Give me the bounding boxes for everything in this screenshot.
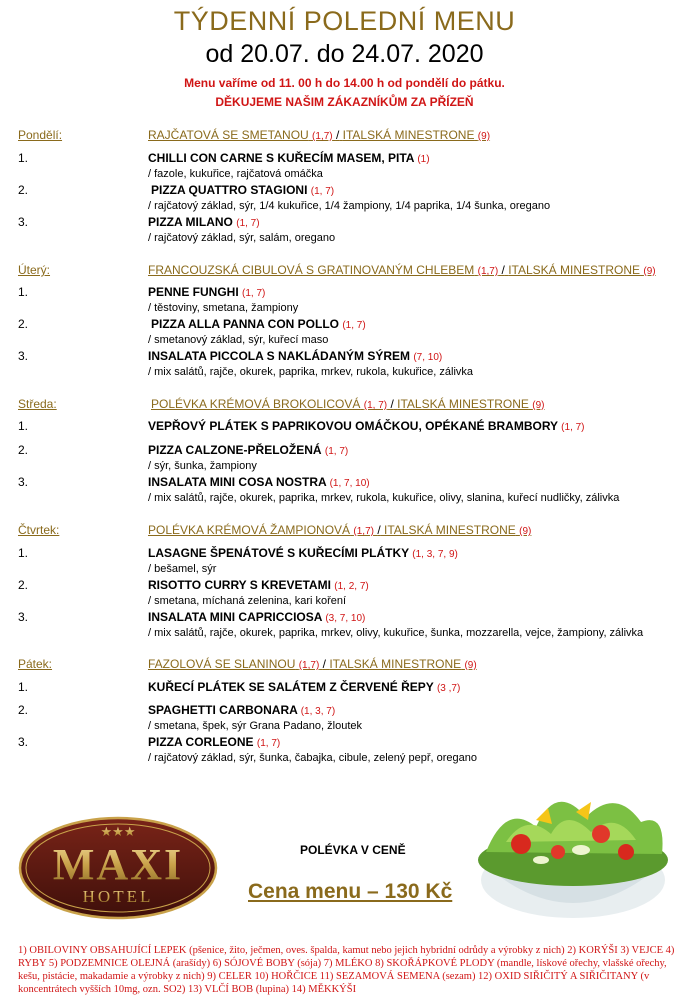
day-name: Pátek: xyxy=(18,657,53,671)
logo-brand: MAXI xyxy=(52,840,184,889)
day-soups: RAJČATOVÁ SE SMETANOU (1,7) / ITALSKÁ MINESTRONE (9) xyxy=(148,128,491,142)
day-soups: FAZOLOVÁ SE SLANINOU (1,7) / ITALSKÁ MINESTRONE (9) xyxy=(148,657,477,671)
item-number: 3. xyxy=(18,475,29,489)
dish-name: PIZZA ALLA PANNA CON POLLO (1, 7) xyxy=(151,317,366,331)
dish-description: / fazole, kukuřice, rajčatová omáčka xyxy=(148,168,323,180)
dish-description: / těstoviny, smetana, žampiony xyxy=(148,302,299,314)
dish-description: / smetana, špek, sýr Grana Padano, žloutek xyxy=(148,720,363,732)
day-thursday xyxy=(18,523,678,539)
dish-description: / rajčatový základ, sýr, salám, oregano xyxy=(148,232,336,244)
dish-description: / sýr, šunka, žampiony xyxy=(148,460,257,472)
day-soups: POLÉVKA KRÉMOVÁ ŽAMPIONOVÁ (1,7) / ITALSKÁ MINESTRONE (9) xyxy=(148,523,532,537)
dish-name: CHILLI CON CARNE S KUŘECÍM MASEM, PITA (1) xyxy=(148,151,430,165)
salad-bowl-image xyxy=(466,772,680,932)
dish-name: VEPŘOVÝ PLÁTEK S PAPRIKOVOU OMÁČKOU, OPÉKANÉ BRAMBORY (1, 7) xyxy=(148,419,585,433)
dish-name: PENNE FUNGHI (1, 7) xyxy=(148,285,266,299)
day-name: Středa: xyxy=(18,397,57,411)
hours-note: Menu vaříme od 11. 00 h do 14.00 h od pondělí do pátku. xyxy=(184,76,505,90)
menu-title: TÝDENNÍ POLEDNÍ MENU xyxy=(173,6,516,36)
dish-name: LASAGNE ŠPENÁTOVÉ S KUŘECÍMI PLÁTKY (1, 3, 7, 9) xyxy=(148,546,458,560)
date-range: od 20.07. do 24.07. 2020 xyxy=(205,40,484,68)
dish-description: / rajčatový základ, sýr, šunka, čabajka, cibule, zelený pepř, oregano xyxy=(148,752,477,764)
item-number: 3. xyxy=(18,610,29,624)
item-number: 2. xyxy=(18,703,29,717)
item-number: 1. xyxy=(18,680,29,694)
item-number: 2. xyxy=(18,578,29,592)
item-number: 2. xyxy=(18,443,29,457)
dish-name: PIZZA MILANO (1, 7) xyxy=(148,215,260,229)
dish-name: RISOTTO CURRY S KREVETAMI (1, 2, 7) xyxy=(148,578,369,592)
day-friday xyxy=(18,657,678,673)
logo-stars: ★★★ xyxy=(100,825,136,840)
item-number: 3. xyxy=(18,349,29,363)
maxi-hotel-logo xyxy=(18,816,218,920)
item-number: 2. xyxy=(18,317,29,331)
item-number: 3. xyxy=(18,215,29,229)
soup-included-note: POLÉVKA V CENĚ xyxy=(300,843,406,857)
dish-description: / mix salátů, rajče, okurek, paprika, mrkev, rukola, kukuřice, olivy, slanina, kuřecí nudličky, zálivka xyxy=(148,492,620,504)
day-soups: POLÉVKA KRÉMOVÁ BROKOLICOVÁ (1, 7) / ITALSKÁ MINESTRONE (9) xyxy=(151,397,545,411)
dish-name: KUŘECÍ PLÁTEK SE SALÁTEM Z ČERVENÉ ŘEPY (3 ,7) xyxy=(148,680,461,694)
day-name: Pondělí: xyxy=(18,128,63,142)
dish-description: / mix salátů, rajče, okurek, paprika, mrkev, olivy, kukuřice, šunka, mozzarella, vejce, žampiony, zálivka xyxy=(148,627,644,639)
thanks-note: DĚKUJEME NAŠIM ZÁKAZNÍKŮM ZA PŘÍZEŇ xyxy=(215,95,474,109)
menu-price: Cena menu – 130 Kč xyxy=(248,880,453,903)
logo-sub: HOTEL xyxy=(82,887,154,906)
dish-name: PIZZA CORLEONE (1, 7) xyxy=(148,735,281,749)
dish-description: / smetanový základ, sýr, kuřecí maso xyxy=(148,334,329,346)
day-name: Čtvrtek: xyxy=(18,523,60,537)
dish-name: INSALATA PICCOLA S NAKLÁDANÝM SÝREM (7, 10) xyxy=(148,349,443,363)
item-number: 2. xyxy=(18,183,29,197)
day-wednesday xyxy=(18,397,678,413)
dish-name: INSALATA MINI COSA NOSTRA (1, 7, 10) xyxy=(148,475,370,489)
dish-description: / smetana, míchaná zelenina, kari koření xyxy=(148,595,347,607)
item-number: 1. xyxy=(18,419,29,433)
dish-description: / rajčatový základ, sýr, 1/4 kukuřice, 1/4 žampiony, 1/4 paprika, 1/4 šunka, oregano xyxy=(148,200,551,212)
day-soups: FRANCOUZSKÁ CIBULOVÁ S GRATINOVANÝM CHLEBEM (1,7) / ITALSKÁ MINESTRONE (9) xyxy=(148,263,656,277)
dish-name: SPAGHETTI CARBONARA (1, 3, 7) xyxy=(148,703,336,717)
dish-description: / bešamel, sýr xyxy=(148,563,217,575)
item-number: 1. xyxy=(18,285,29,299)
item-number: 1. xyxy=(18,151,29,165)
item-number: 3. xyxy=(18,735,29,749)
day-tuesday xyxy=(18,263,678,279)
day-monday xyxy=(18,128,678,144)
dish-name: PIZZA CALZONE-PŘELOŽENÁ (1, 7) xyxy=(148,443,349,457)
dish-description: / mix salátů, rajče, okurek, paprika, mrkev, rukola, kukuřice, zálivka xyxy=(148,366,474,378)
item-number: 1. xyxy=(18,546,29,560)
dish-name: INSALATA MINI CAPRICCIOSA (3, 7, 10) xyxy=(148,610,366,624)
allergens-legend: 1) OBILOVINY OBSAHUJÍCÍ LEPEK (pšenice, žito, ječmen, oves. špalda, kamut nebo jejich hybridní odrůdy a výrobky z nich) 2) KORÝŠI 3) VEJCE 4) RYBY 5) PODZEMNICE OLEJNÁ (arašídy) 6) SÓJOVÉ BOBY (sója) 7) MLÉKO 8) SKOŘÁPKOVÉ PLODY (mandle, lískové ořechy, vlašské ořechy, kešu, pistácie, makadamie a výrobky z nich) 9) CELER 10) HOŘČICE 11) SEZAMOVÁ SEMENA (sezam) 12) OXID SIŘIČITÝ A SIŘIČITANY (v koncentrátech vyšších 10mg, ozn. SO2) 13) VLČÍ BOB (lupina) 14) MĚKKÝŠI xyxy=(18,945,675,995)
dish-name: PIZZA QUATTRO STAGIONI (1, 7) xyxy=(151,183,335,197)
day-name: Úterý: xyxy=(18,263,51,277)
